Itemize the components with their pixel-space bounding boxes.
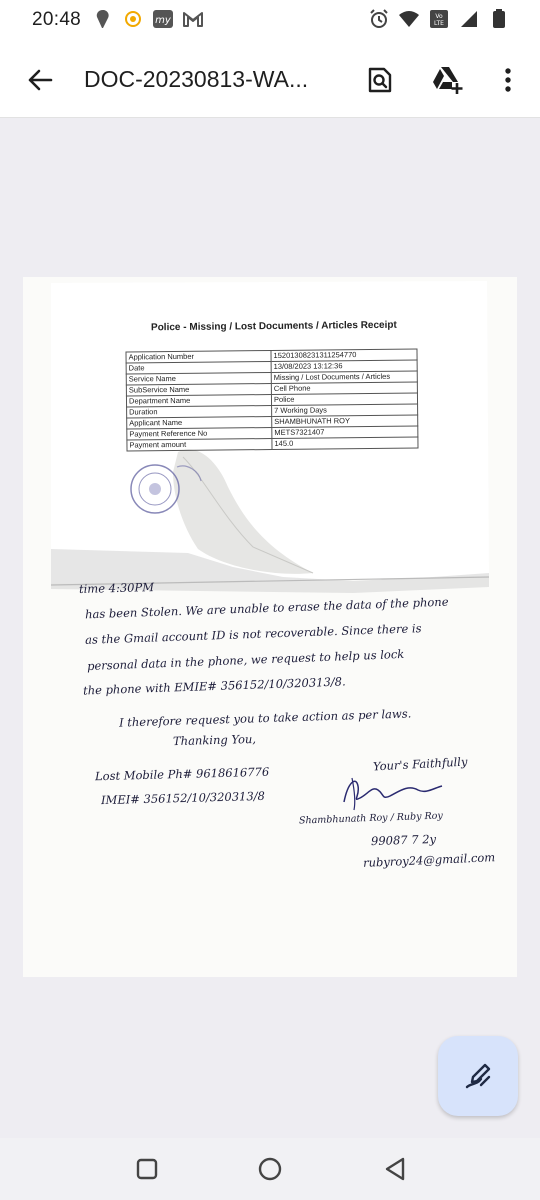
table-value: Police xyxy=(271,393,417,406)
back-triangle-icon xyxy=(383,1156,407,1182)
document-page[interactable] xyxy=(23,277,517,977)
recents-square-icon xyxy=(135,1157,159,1181)
official-seal-stamp xyxy=(127,459,205,519)
receipt-title: Police - Missing / Lost Documents / Articles Receipt xyxy=(150,319,397,334)
table-key: Payment Reference No xyxy=(127,428,272,441)
back-button[interactable] xyxy=(18,58,62,102)
more-options-button[interactable] xyxy=(486,58,530,102)
table-value: 15201308231311254770 xyxy=(271,349,417,362)
table-row xyxy=(127,437,418,451)
table-key: Applicant Name xyxy=(127,417,272,430)
letter-line-1: has been Stolen. We are unable to erase the data of the phone xyxy=(84,594,449,622)
amazon-coin-icon xyxy=(122,8,144,30)
annotate-fab-button[interactable] xyxy=(438,1036,518,1116)
table-key: SubService Name xyxy=(126,384,271,397)
table-key: Department Name xyxy=(126,395,271,408)
my-app-icon xyxy=(152,8,174,30)
table-key: Service Name xyxy=(126,373,271,386)
table-value: METS7321407 xyxy=(272,426,418,439)
imei-number: IMEI# 356152/10/320313/8 xyxy=(100,788,266,808)
contact-phone: 99087 7 2y xyxy=(370,831,437,849)
lost-mobile-number: Lost Mobile Ph# 9618616776 xyxy=(94,764,270,784)
signatory-name: Shambhunath Roy / Ruby Roy xyxy=(298,810,443,827)
app-bar xyxy=(0,40,540,118)
volte-icon xyxy=(428,8,450,30)
table-value: Missing / Lost Documents / Articles xyxy=(271,371,417,384)
closing-salutation: Your's Faithfully xyxy=(372,754,468,774)
more-vert-icon xyxy=(504,67,512,93)
svg-text:Vo: Vo xyxy=(435,13,443,20)
home-circle-icon xyxy=(257,1156,283,1182)
table-key: Application Number xyxy=(126,351,271,364)
recents-button[interactable] xyxy=(132,1154,162,1184)
battery-icon xyxy=(488,8,510,30)
wifi-icon xyxy=(398,8,420,30)
letter-line-3: personal data in the phone, we request to help us lock xyxy=(86,646,405,674)
table-value: 145.0 xyxy=(272,437,418,450)
svg-text:LTE: LTE xyxy=(434,20,444,27)
letter-line-6: Thanking You, xyxy=(172,731,257,749)
gmail-icon xyxy=(182,8,204,30)
table-key: Date xyxy=(126,362,271,375)
table-key: Payment amount xyxy=(127,439,272,452)
contact-email: rubyroy24@gmail.com xyxy=(362,850,496,870)
letter-line-0: time 4:30PM xyxy=(78,580,155,596)
table-key: Duration xyxy=(127,406,272,419)
table-value: 13/08/2023 13:12:36 xyxy=(271,360,417,373)
arrow-back-icon xyxy=(27,68,53,92)
home-button[interactable] xyxy=(255,1154,285,1184)
receipt-table xyxy=(125,348,418,451)
scanned-document xyxy=(23,277,517,977)
add-to-drive-icon xyxy=(431,65,465,95)
add-to-drive-button[interactable] xyxy=(426,58,470,102)
draw-pen-icon xyxy=(463,1061,493,1091)
table-value: Cell Phone xyxy=(271,382,417,395)
alarm-icon xyxy=(368,8,390,30)
letter-line-5: I therefore request you to take action as per laws. xyxy=(118,706,412,730)
table-value: SHAMBHUNATH ROY xyxy=(272,415,418,428)
find-in-document-button[interactable] xyxy=(358,58,402,102)
letter-line-2: as the Gmail account ID is not recoverable. Since there is xyxy=(84,621,422,647)
status-time: 20:48 xyxy=(32,9,82,30)
system-nav-bar xyxy=(0,1138,540,1200)
swiggy-icon xyxy=(92,8,114,30)
search-document-icon xyxy=(367,66,393,94)
status-bar xyxy=(0,0,540,40)
signal-icon xyxy=(458,8,480,30)
letter-line-4: the phone with EMIE# 356152/10/320313/8. xyxy=(82,674,346,698)
handwritten-signature xyxy=(338,772,448,812)
table-value: 7 Working Days xyxy=(272,404,418,417)
svg-text:my: my xyxy=(155,15,171,26)
back-nav-button[interactable] xyxy=(380,1154,410,1184)
document-title: DOC-20230813-WA... xyxy=(84,66,309,92)
